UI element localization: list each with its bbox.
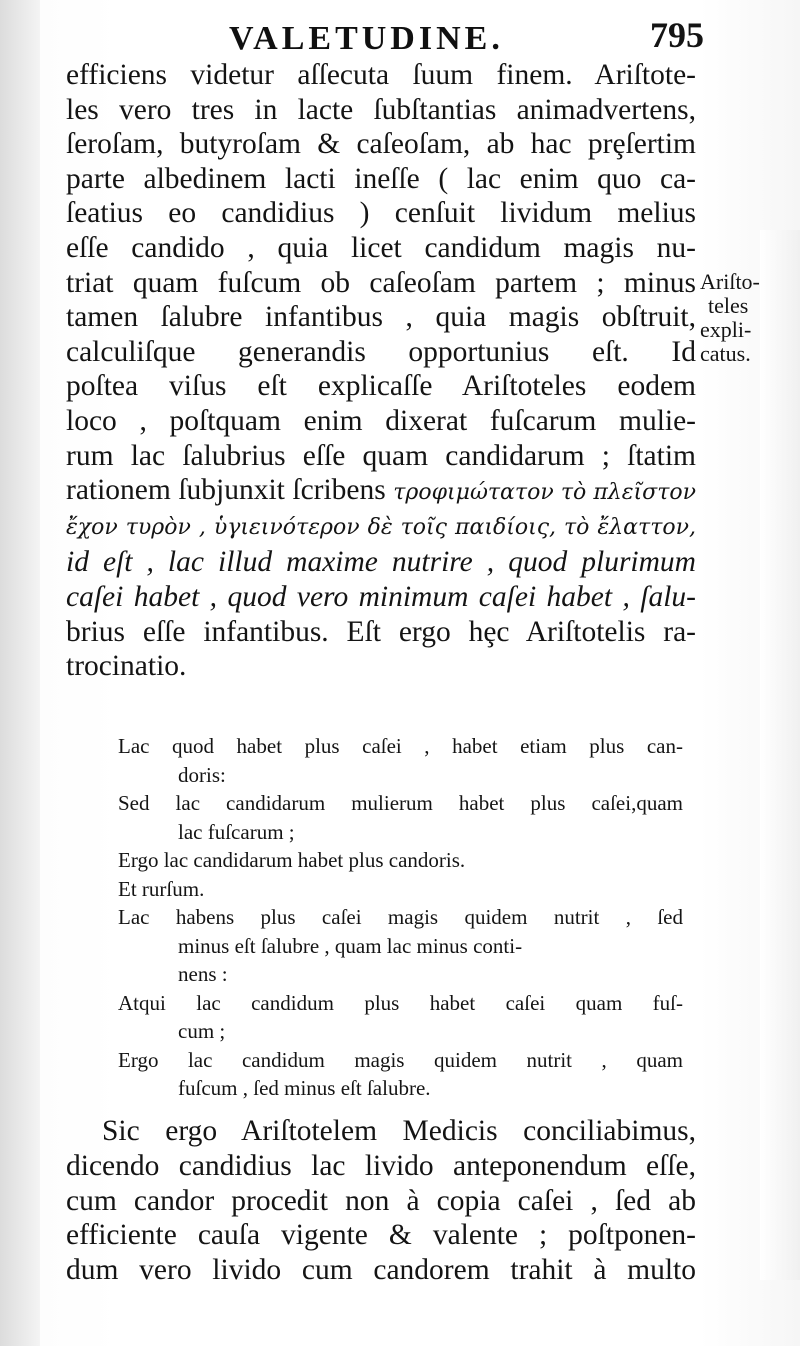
body-line: brius eſſe infantibus. Eſt ergo hȩc Ariſtotelis ra- (66, 615, 696, 648)
premise-continuation: doris: (178, 762, 226, 787)
body-line: ſeroſam, butyroſam & caſeoſam, ab hac prȩſertim (66, 128, 696, 161)
greek-quote-line: ἔχον τυρὸν , ὑγιεινότερον δὲ τοῖς παιδίοις, τὸ ἔλαττον, (66, 514, 696, 540)
body-line-text: rationem ſubjunxit ſcribens (66, 474, 386, 507)
body-line: eſſe candido , quia licet candidum magis nu- (66, 231, 696, 264)
body-line: les vero tres in lacte ſubſtantias animadvertens, (66, 93, 696, 126)
bleed-through-margin (760, 230, 800, 1280)
premise-line: Sed lac candidarum mulierum habet plus caſei,quam (118, 791, 683, 815)
page-number: 795 (650, 15, 704, 55)
body-line-with-greek (66, 473, 696, 511)
latin-translation-line: caſei habet , quod vero minimum caſei habet , ſalu- (66, 580, 696, 613)
margin-note-line: Ariſto- (700, 269, 760, 294)
body-line: dum vero livido cum candorem trahit à multo (66, 1254, 696, 1287)
body-line: poſtea viſus eſt explicaſſe Ariſtoteles eodem (66, 370, 696, 403)
margin-note-line: teles (708, 293, 749, 318)
closing-paragraph (66, 1114, 696, 1288)
transition-line: Et rurſum. (118, 876, 205, 901)
body-line: efficiens videtur aſſecuta ſuum finem. Ariſtote- (66, 59, 696, 91)
conclusion-continuation: fuſcum , ſed minus eſt ſalubre. (178, 1076, 431, 1100)
conclusion-line: Ergo lac candidum magis quidem nutrit , quam (118, 1047, 683, 1072)
premise-continuation: minus eſt ſalubre , quam lac minus conti- (178, 933, 523, 958)
syllogism-transition (118, 875, 683, 904)
body-line: rum lac ſalubrius eſſe quam candidarum ; ſtatim (66, 439, 696, 472)
page-gutter-shadow (0, 0, 40, 1346)
margin-note-line: catus. (700, 341, 751, 366)
premise-line: Atqui lac candidum plus habet caſei quam fuſ- (118, 990, 683, 1015)
body-line: tamen ſalubre infantibus , quia magis obſtruit, (66, 301, 696, 334)
latin-translation-line: id eſt , lac illud maxime nutrire , quod plurimum (66, 546, 696, 579)
body-line: loco , poſtquam enim dixerat fuſcarum mulie- (66, 404, 696, 437)
conclusion-line: Ergo lac candidarum habet plus candoris. (118, 848, 466, 872)
body-line: efficiente cauſa vigente & valente ; poſtponen- (66, 1219, 696, 1252)
premise-continuation: lac fuſcarum ; (178, 819, 295, 844)
syllogism-premise (118, 789, 683, 846)
syllogism-conclusion (118, 1046, 683, 1103)
body-line: parte albedinem lacti ineſſe ( lac enim quo ca- (66, 162, 696, 195)
premise-line: Lac habens plus caſei magis quidem nutrit , ſed (118, 905, 683, 929)
premise-continuation: nens : (178, 962, 228, 986)
body-line: calculiſque generandis opportunius eſt. Id (66, 335, 696, 368)
body-line: dicendo candidius lac livido anteponendum eſſe, (66, 1149, 696, 1182)
page-header (64, 14, 704, 64)
syllogism-premise (118, 989, 683, 1046)
premise-line: Lac quod habet plus caſei , habet etiam plus can- (118, 734, 683, 758)
syllogism-conclusion (118, 846, 683, 875)
syllogism-block (118, 732, 683, 1103)
body-line: ſeatius eo candidius ) cenſuit lividum melius (66, 197, 696, 230)
syllogism-premise (118, 903, 683, 989)
margin-note-line: expli- (700, 317, 752, 342)
body-line: triat quam fuſcum ob caſeoſam partem ; minus (66, 266, 696, 299)
margin-note (700, 270, 800, 366)
syllogism-premise (118, 732, 683, 789)
body-line: cum candor procedit non à copia caſei , ſed ab (66, 1184, 696, 1217)
main-text (66, 58, 696, 684)
running-head: VALETUDINE. (229, 20, 504, 57)
body-line: trocinatio. (66, 650, 187, 683)
premise-continuation: cum ; (178, 1019, 226, 1043)
greek-quote-start: τροφιμώτατον τὸ πλεῖστον (393, 480, 696, 506)
body-line: Sic ergo Ariſtotelem Medicis conciliabimus, (102, 1115, 696, 1147)
